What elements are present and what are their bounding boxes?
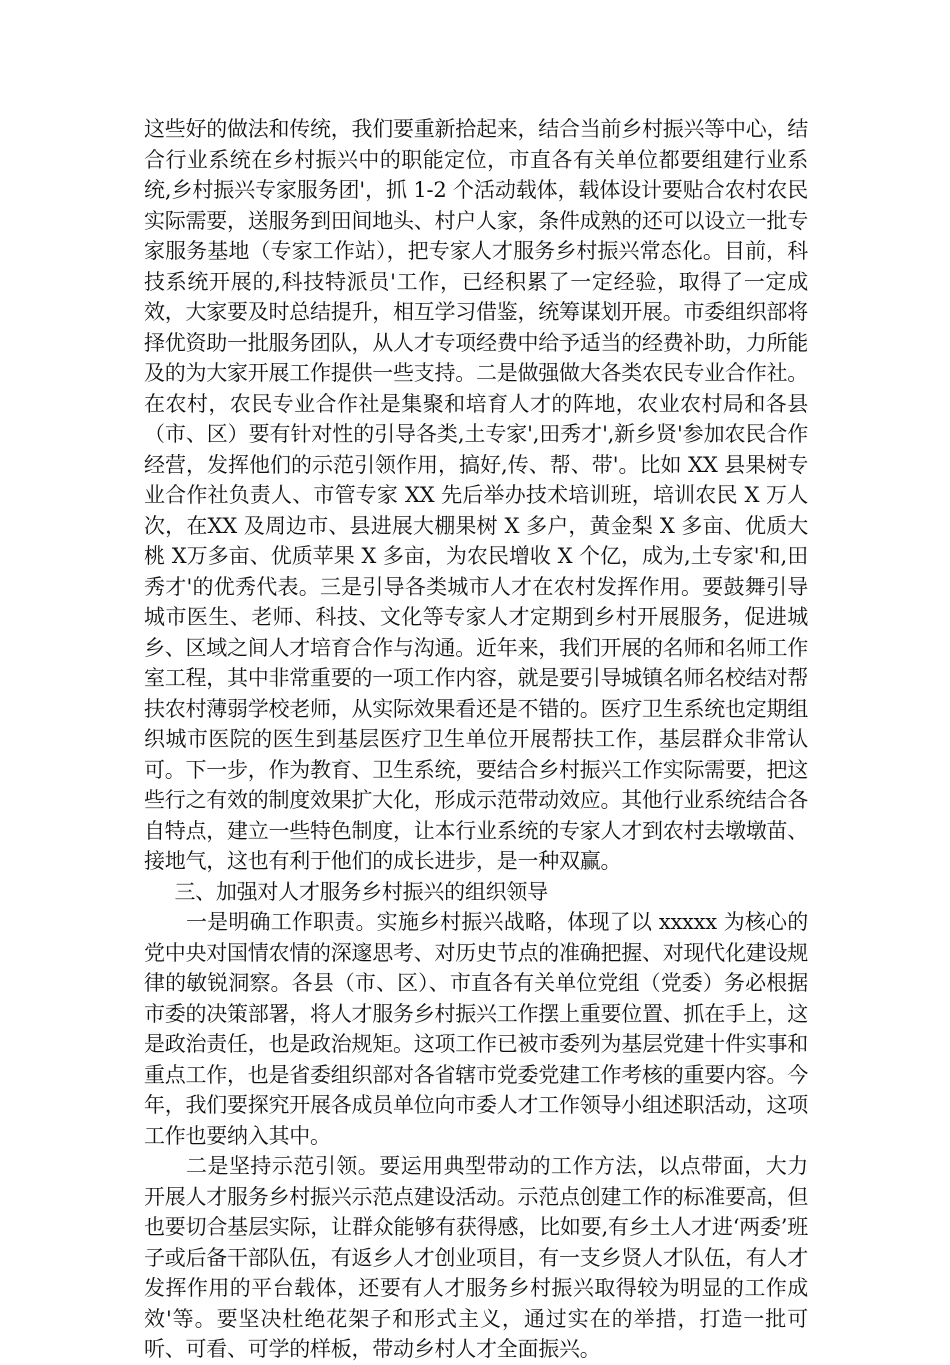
section-heading-organization: 三、加强对人才服务乡村振兴的组织领导 bbox=[174, 879, 548, 904]
document-page bbox=[144, 114, 808, 1365]
paragraph-clarify-duties: 一是明确工作职责。实施乡村振兴战略，体现了以 xxxxx 为核心的党中央对国情农情的深邃思考、对历史节点的准确把握、对现代化建设规律的敏锐洞察。各县（市、区）、市直各有关单位党组（党委）务必根据市委的决策部署，将人才服务乡村振兴工作摆上重要位置、抓在手上，这是政治责任，也是政治规矩。这项工作已被市委列为基层党建十件实事和重点工作，也是省委组织部对各省辖市党委党建工作考核的重要内容。今年，我们要探究开展各成员单位向市委人才工作领导小组述职活动，这项工作也要纳入其中。 bbox=[144, 910, 808, 1148]
paragraph-talent-programs: 这些好的做法和传统，我们要重新拾起来，结合当前乡村振兴等中心，结合行业系统在乡村振兴中的职能定位，市直各有关单位都要组建行业系统,乡村振兴专家服务团'，抓 1-2 个活动载体，载体设计要贴合农村农民实际需要，送服务到田间地头、村户人家，条件成熟的还可以设立一批专家服务基地（专家工作站），把专家人才服务乡村振兴常态化。目前，科技系统开展的,科技特派员'工作，已经积累了一定经验，取得了一定成效，大家要及时总结提升，相互学习借鉴，统筹谋划开展。市委组织部将择优资助一批服务团队，从人才专项经费中给予适当的经费补助，力所能及的为大家开展工作提供一些支持。二是做强做大各类农民专业合作社。在农村，农民专业合作社是集聚和培育人才的阵地，农业农村局和各县（市、区）要有针对性的引导各类,土专家',田秀才',新乡贤'参加农民合作经营，发挥他们的示范引领作用，搞好,传、帮、带'。比如 XX 县果树专业合作社负责人、市管专家 XX 先后举办技术培训班，培训农民 X 万人次，在XX 及周边市、县进展大棚果树 X 多户，黄金梨 X 多亩、优质大桃 X万多亩、优质苹果 X 多亩，为农民增收 X 个亿，成为,土专家'和,田秀才'的优秀代表。三是引导各类城市人才在农村发挥作用。要鼓舞引导城市医生、老师、科技、文化等专家人才定期到乡村开展服务，促进城乡、区域之间人才培育合作与沟通。近年来，我们开展的名师和名师工作室工程，其中非常重要的一项工作内容，就是要引导城镇名师名校结对帮扶农村薄弱学校老师，从实际效果看还是不错的。医疗卫生系统也定期组织城市医院的医生到基层医疗卫生单位开展帮扶工作，基层群众非常认可。下一步，作为教育、卫生系统，要结合乡村振兴工作实际需要，把这些行之有效的制度效果扩大化，形成示范带动效应。其他行业系统结合各自特点，建立一些特色制度，让本行业系统的专家人才到农村去墩墩苗、接地气，这也有利于他们的成长进步，是一种双赢。 bbox=[144, 117, 808, 873]
paragraph-demonstration: 二是坚持示范引领。要运用典型带动的工作方法，以点带面，大力开展人才服务乡村振兴示范点建设活动。示范点创建工作的标准要高，但也要切合基层实际，让群众能够有获得感，比如要,有乡土人才进‘两委’班子或后备干部队伍，有返乡人才创业项目，有一支乡贤人才队伍，有人才发挥作用的平台载体，还要有人才服务乡村振兴取得较为明显的工作成效'等。要坚决杜绝花架子和形式主义，通过实在的举措，打造一批可听、可看、可学的样板，带动乡村人才全面振兴。 bbox=[144, 1154, 808, 1361]
